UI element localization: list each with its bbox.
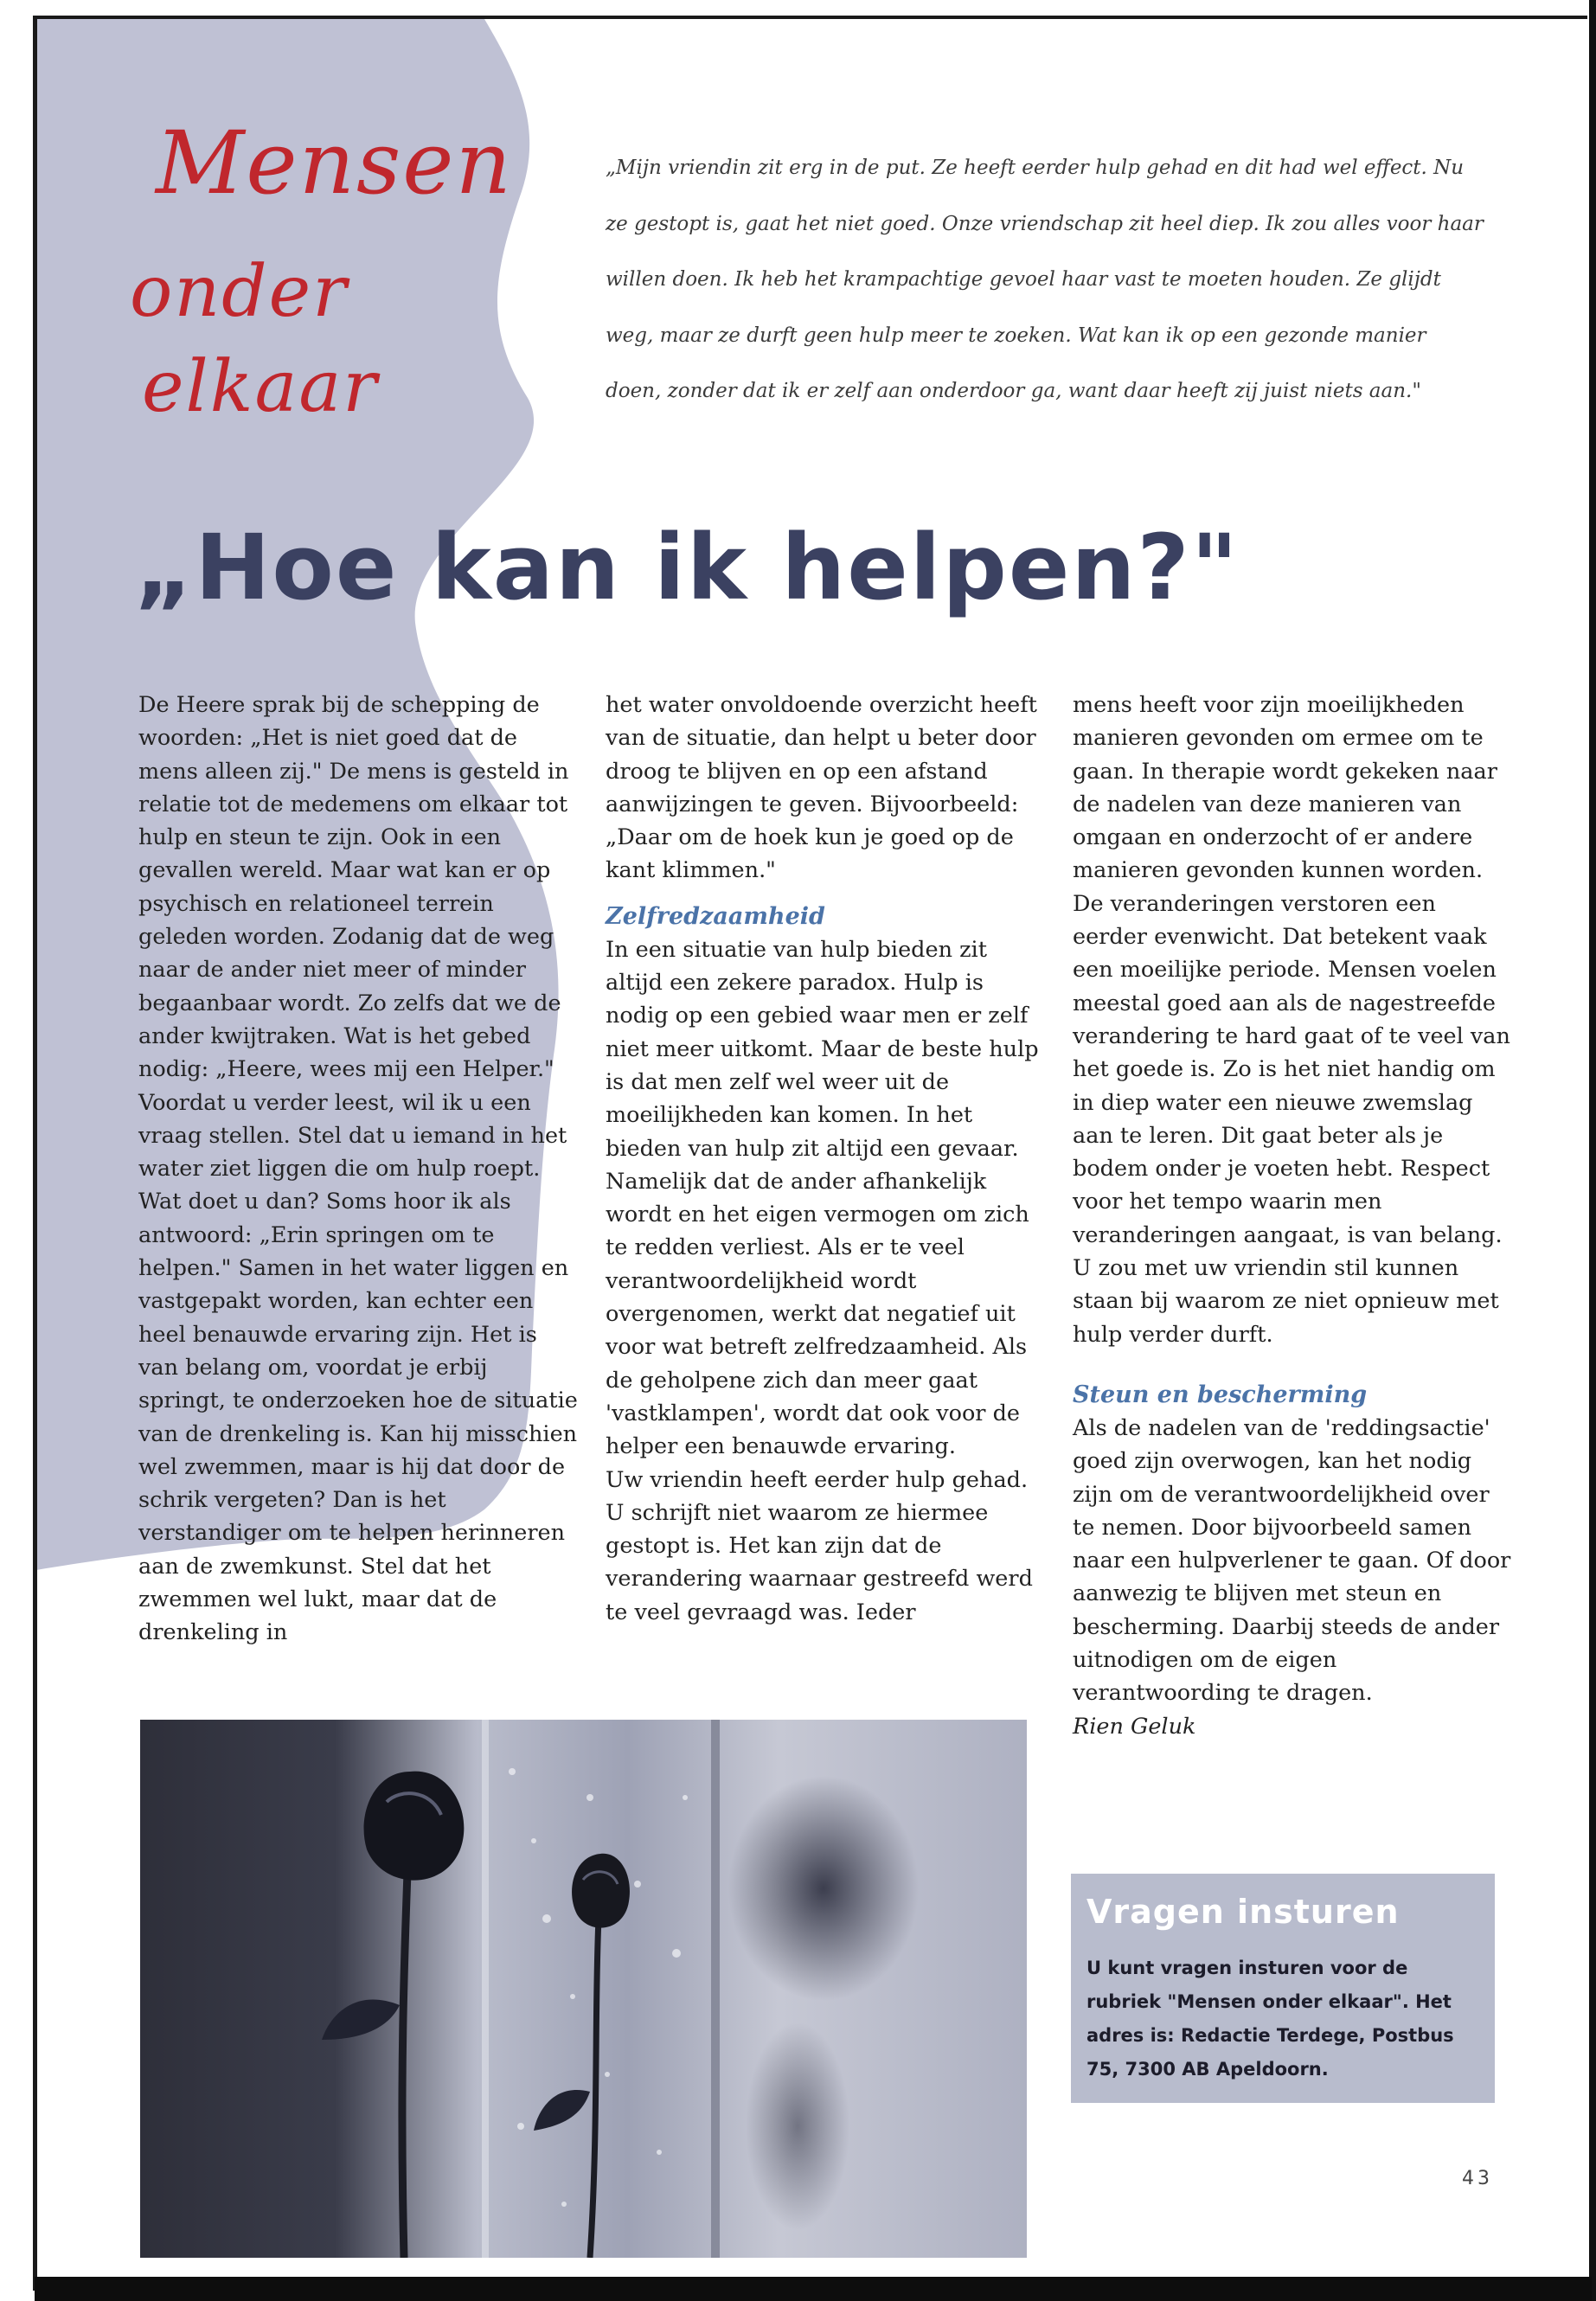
article-column-1 — [138, 689, 580, 1650]
author-byline: Rien Geluk — [1073, 1713, 1196, 1740]
infobox-title: Vragen insturen — [1086, 1893, 1400, 1931]
column-logo — [130, 112, 513, 441]
article-headline: „Hoe kan ik helpen?" — [134, 515, 1240, 620]
article-paragraph: mens heeft voor zijn moeilijkheden manieren gevonden om ermee om te gaan. In therapie wordt gekeken naar de nadelen van deze manieren van omgaan en onderzocht of er andere manieren gevonden kunnen worden. De veranderingen verstoren een eerder evenwicht. Dat betekent vaak een moeilijke periode. Mensen voelen meestal goed aan als de nagestreefde verandering te hard gaat of te veel van het goede is. Zo is het niet handig om in diep water een nieuwe zwemslag aan te leren. Dit gaat beter als je bodem onder je voeten hebt. Respect voor het tempo waarin men veranderingen aangaat, is van belang. U zou met uw vriendin stil kunnen staan bij waarom ze niet opnieuw met hulp verder durft. — [1073, 692, 1510, 1348]
subheading-steun-en-bescherming: Steun en bescherming — [1073, 1381, 1368, 1408]
right-border — [1589, 0, 1596, 2301]
top-border — [35, 16, 1587, 19]
infobox-body: U kunt vragen insturen voor de rubriek "Mensen onder elkaar". Het adres is: Redactie Terdege, Postbus 75, 7300 AB Apeldoorn. — [1086, 1958, 1454, 2080]
left-border — [33, 16, 37, 2291]
logo-line-onder: onder — [130, 251, 349, 333]
article-paragraph: het water onvoldoende overzicht heeft van de situatie, dan helpt u beter door droog te blijven en op een afstand aanwijzingen te geven. Bijvoorbeeld: „Daar om de hoek kun je goed op de kant klimmen." — [606, 692, 1037, 884]
subheading-zelfredzaamheid: Zelfredzaamheid — [606, 902, 825, 930]
bottom-border — [35, 2277, 1592, 2301]
article-paragraph: In een situatie van hulp bieden zit altijd een zekere paradox. Hulp is nodig op een gebied waar men er zelf niet meer uitkomt. Maar de beste hulp is dat men zelf wel weer uit de moeilijkheden kan komen. In het bieden van hulp zit altijd een gevaar. Namelijk dat de ander afhankelijk wordt en het eigen vermogen om zich te redden verliest. Als er te veel verantwoordelijkheid wordt overgenomen, werkt dat negatief uit voor wat betreft zelfredzaamheid. Als de geholpene zich dan meer gaat 'vastklampen', wordt dat ook voor de helper een benauwde ervaring. — [606, 936, 1039, 1460]
page-number: 43 — [1462, 2168, 1493, 2189]
article-paragraph: Uw vriendin heeft eerder hulp gehad. U schrijft niet waarom ze hiermee gestopt is. Het kan zijn dat de verandering waarnaar gestreefd werd te veel gevraagd was. Ieder — [606, 1466, 1033, 1625]
article-paragraph: De Heere sprak bij de schepping de woorden: „Het is niet goed dat de mens alleen zij." De mens is gesteld in relatie tot de medemens om elkaar tot hulp en steun te zijn. Ook in een gevallen wereld. Maar wat kan er op psychisch en relationeel terrein geleden worden. Zodanig dat de weg naar de ander niet meer of minder begaanbaar wordt. Zo zelfs dat we de ander kwijtraken. Wat is het gebed nodig: „Heere, wees mij een Helper." Voordat u verder leest, wil ik u een vraag stellen. Stel dat u iemand in het water ziet liggen die om hulp roept. Wat doet u dan? Soms hoor ik als antwoord: „Erin springen om te helpen." Samen in het water liggen en vastgepakt worden, kan echter een heel benauwde ervaring zijn. Het is van belang om, voordat je erbij springt, te onderzoeken hoe de situatie van de drenkeling is. Kan hij misschien wel zwemmen, maar is hij dat door de schrik vergeten? Dan is het verstandiger om te helpen herinneren aan de zwemkunst. Stel dat het zwemmen wel lukt, maar dat de drenkeling in — [138, 692, 578, 1646]
article-column-2 — [606, 689, 1047, 1629]
article-column-3 — [1073, 689, 1514, 1743]
logo-line-elkaar: elkaar — [142, 346, 379, 428]
reader-question-quote: „Mijn vriendin zit erg in de put. Ze heeft eerder hulp gehad en dit had wel effect. Nu ze gestopt is, gaat het niet goed. Onze vriendschap zit heel diep. Ik zou alles voor haar willen doen. Ik heb het krampachtige gevoel haar vast te moeten houden. Ze glijdt weg, maar ze durft geen hulp meer te zoeken. Wat kan ik op een gezonde manier doen, zonder dat ik er zelf aan onderdoor ga, want daar heeft zij juist niets aan." — [606, 157, 1484, 402]
article-paragraph: Als de nadelen van de 'reddingsactie' goed zijn overwogen, kan het nodig zijn om de verantwoordelijkheid over te nemen. Door bijvoorbeeld samen naar een hulpverlener te gaan. Of door aanwezig te blijven met steun en bescherming. Daarbij steeds de ander uitnodigen om de eigen verantwoording te dragen. — [1073, 1414, 1511, 1707]
roses-photo — [140, 1720, 1027, 2258]
logo-line-mensen: Mensen — [156, 112, 513, 214]
submit-questions-box — [1071, 1874, 1495, 2103]
